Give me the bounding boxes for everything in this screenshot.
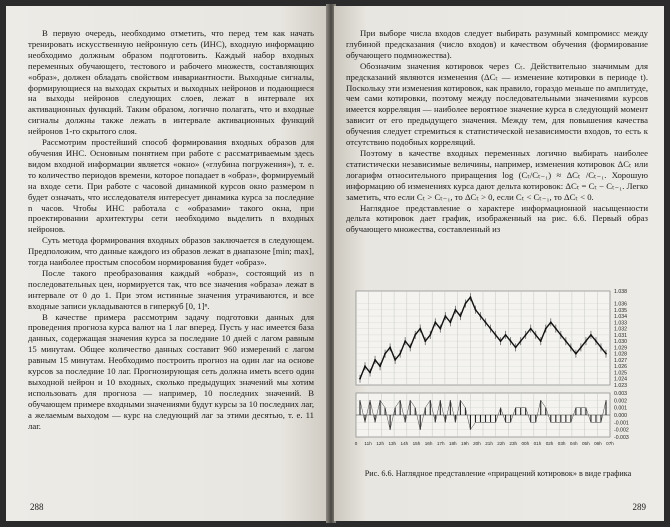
x-tick-label: 18h xyxy=(448,441,457,446)
price-point xyxy=(404,340,406,342)
y-tick-label: 1.028 xyxy=(614,351,627,358)
price-point xyxy=(485,321,487,323)
price-point xyxy=(495,334,497,336)
x-tick-label: 02h xyxy=(545,441,554,446)
price-point xyxy=(580,347,582,349)
price-point xyxy=(359,378,361,380)
price-point xyxy=(475,309,477,311)
price-point xyxy=(490,328,492,330)
x-tick-label: 13h xyxy=(388,441,397,446)
x-tick-label: 00h xyxy=(521,441,530,446)
right-page xyxy=(334,6,664,521)
x-tick-label: 06h xyxy=(594,441,602,446)
x-tick-label: 01h xyxy=(533,441,542,446)
x-tick-label: 05h xyxy=(581,441,590,446)
x-tick-label: 0 xyxy=(354,441,358,446)
right-page-text xyxy=(346,28,648,235)
price-point xyxy=(605,353,607,355)
price-point xyxy=(525,334,527,336)
page-number: 288 xyxy=(30,502,44,512)
y-tick-label: 1.029 xyxy=(614,345,627,352)
y-tick-label: 1.023 xyxy=(614,383,627,389)
price-point xyxy=(384,353,386,355)
price-point xyxy=(429,334,431,336)
x-tick-label: 19h xyxy=(461,441,469,446)
x-tick-label: 17h xyxy=(436,441,445,446)
price-point xyxy=(565,340,567,342)
y-tick-label: -0.001 xyxy=(614,420,629,427)
price-point xyxy=(510,340,512,342)
price-point xyxy=(550,321,552,323)
price-point xyxy=(419,328,421,330)
price-point xyxy=(434,321,436,323)
price-point xyxy=(465,303,467,305)
paragraph: В качестве примера рассмотрим задачу подготовки данных для проведения прогноза курса валют на 1 лаг вперед. Пусть у нас имеется база данных, содержащая значения курса за последние 10 дней с лагом равным 15 минутам. Общее количество данных составит 960 измерений с лагом равным 15 минутам. Необходимо построить прогноз на один лаг на основе курсов за последние 10 лаг. Прогнозирующая сеть должна иметь всего один выходной нейрон и 10 входных, сколько предыдущих значений мы хотим использовать для прогноза — например, 10 последних значений. В обучающем примере входными значениями будут курсы за 10 последних лаг, а желаемым выходом — курс на следующий лаг за этими десятью, т. е. 11 лаг. xyxy=(28,311,314,431)
y-tick-label: 1.036 xyxy=(614,301,627,308)
price-point xyxy=(394,359,396,361)
y-tick-label: 0.003 xyxy=(614,391,627,397)
price-point xyxy=(530,328,532,330)
price-point xyxy=(500,340,502,342)
price-point xyxy=(424,340,426,342)
price-point xyxy=(454,309,456,311)
price-point xyxy=(545,328,547,330)
y-tick-label: 1.035 xyxy=(614,307,627,314)
x-tick-label: 11h xyxy=(364,441,372,446)
price-point xyxy=(449,321,451,323)
y-tick-label: 1.027 xyxy=(614,357,627,364)
price-point xyxy=(389,347,391,349)
price-point xyxy=(590,334,592,336)
y-tick-label: 0.001 xyxy=(614,405,627,412)
price-point xyxy=(595,340,597,342)
y-tick-label: 1.031 xyxy=(614,332,627,339)
figure-caption: Рис. 6.6. Наглядное представление «приращений котировок» в виде графика xyxy=(364,469,632,478)
x-tick-label: 07h xyxy=(606,441,614,446)
price-point xyxy=(470,296,472,298)
y-tick-label: 1.025 xyxy=(614,370,627,377)
x-tick-label: 16h xyxy=(424,441,433,446)
y-tick-label: 1.033 xyxy=(614,320,627,327)
price-point xyxy=(585,340,587,342)
y-tick-label: 1.034 xyxy=(614,314,627,321)
x-tick-label: 23h xyxy=(509,441,518,446)
paragraph: В первую очередь, необходимо отметить, что перед тем как начать тренировать искусственную нейронную сеть (ИНС), входную информацию необходимо должным образом подготовить. Каждый набор входных переменных обучающего, тестового и рабочего множеств, составляющих «образ», должен обладать свойством инвариантности. Выходные сигналы, формирующиеся на выходах скрытых и выходных нейронов и подающиеся на выходы нейронов следующих слоев, лежат в интервале их активационных функций. Таким образом, логично полагать, что и входные сигналы должны также лежать в интервале активационных функций нейронов 1-го скрытого слоя. xyxy=(28,28,314,137)
left-page xyxy=(6,6,328,521)
x-tick-label: 20h xyxy=(473,441,481,446)
paragraph: При выборе числа входов следует выбирать разумный компромисс между глубиной предсказания (число входов) и качеством обучения (формирование обучающего подмножества). xyxy=(346,28,648,60)
price-point xyxy=(600,347,602,349)
price-point xyxy=(444,315,446,317)
paragraph: Поэтому в качестве входных переменных логично выбирать наиболее статистически независимые величины, например, изменения котировок ΔCₜ или логарифм относительного приращения log (Cₜ/Cₜ₋₁) ≈ ΔCₜ /Cₜ₋₁. Хорошую информацию об изменениях курса дают дельта котировок: ΔCₜ = Cₜ − Cₜ₋₁. Легко заметить, что если Cₜ > Cₜ₋₁, то ΔCₜ > 0, если Cₜ < Cₜ₋₁, то ΔCₜ < 0. xyxy=(346,147,648,202)
price-point xyxy=(414,334,416,336)
price-point xyxy=(520,340,522,342)
y-tick-label: 1.026 xyxy=(614,364,627,371)
price-point xyxy=(409,347,411,349)
y-tick-label: 1.030 xyxy=(614,339,627,346)
quote-chart xyxy=(348,289,652,449)
y-tick-label: 0.002 xyxy=(614,398,627,405)
x-tick-label: 21h xyxy=(485,441,493,446)
x-tick-label: 14h xyxy=(400,441,409,446)
price-point xyxy=(555,328,557,330)
price-point xyxy=(540,340,542,342)
price-point xyxy=(379,365,381,367)
y-tick-label: -0.002 xyxy=(614,427,629,434)
price-point xyxy=(570,347,572,349)
paragraph: После такого преобразования каждый «образ», состоящий из n последовательных цен, нормируется так, что все значения «образа» лежат в интервале от 0 до 1. При этом истинные значения утрачиваются, и все входные записи укладываются в гиперкуб [0, 1]ⁿ. xyxy=(28,267,314,311)
y-tick-label: -0.003 xyxy=(614,435,629,441)
price-point xyxy=(480,315,482,317)
x-tick-label: 15h xyxy=(412,441,421,446)
price-point xyxy=(439,328,441,330)
price-point xyxy=(364,365,366,367)
price-point xyxy=(535,334,537,336)
y-tick-label: 0.000 xyxy=(614,413,627,419)
figure-6-6 xyxy=(348,289,652,449)
paragraph: Обозначим значения котировок через Cₜ. Действительно значимым для предсказаний являются изменения (ΔCₜ — изменение котировки в периоде t). Поскольку эти изменения котировок, как правило, гораздо меньше по амплитуде, чем сами котировки, поэтому между последовательными значениями курсов имеется корреляция — наиболее вероятное значение курса в следующий момент зависит от его предыдущего значения. Между тем, для повышения качества обучения следует стремиться к статистической независимости входов, то есть к отсутствию подобных корреляций. xyxy=(346,60,648,148)
y-tick-label: 1.032 xyxy=(614,326,627,333)
price-point xyxy=(399,353,401,355)
paragraph: Рассмотрим простейший способ формирования входных образов для обучения ИНС. Основным понятием при работе с рассматриваемым здесь видом входной информации является «окно» («глубина погружения»), т. е. то количество периодов времени, которое попадает в «образ», формируемый на входе сети. При работе с часовой динамикой курсов окно размером n будет означать, что исследователя интересует динамика курса за последние n часов. Чтобы ИНС работала с «образами» такого окна, при проектировании архитектуры сети необходимо выделить n входных нейронов. xyxy=(28,137,314,235)
x-tick-label: 22h xyxy=(497,441,505,446)
price-point xyxy=(369,372,371,374)
page-number: 289 xyxy=(632,502,646,512)
price-point xyxy=(505,334,507,336)
price-point xyxy=(560,334,562,336)
left-page-text xyxy=(28,28,314,432)
x-tick-label: 12h xyxy=(376,441,385,446)
paragraph: Наглядное представление о характере информационной насыщенности дельта котировок дает график, изображенный на рис. 6.6. Первый образ обучающего множества, составленный из xyxy=(346,202,648,235)
x-tick-label: 03h xyxy=(557,441,566,446)
paragraph: Суть метода формирования входных образов заключается в следующем. Предположим, что данные каждого из образов лежат в диапазоне [min; max], тогда наиболее простым способом нормирования будет «образ». xyxy=(28,235,314,268)
y-tick-label: 1.038 xyxy=(614,289,627,295)
price-point xyxy=(374,359,376,361)
x-tick-label: 04h xyxy=(569,441,578,446)
price-point xyxy=(515,347,517,349)
price-point xyxy=(460,315,462,317)
y-tick-label: 1.024 xyxy=(614,376,627,383)
price-point xyxy=(575,353,577,355)
